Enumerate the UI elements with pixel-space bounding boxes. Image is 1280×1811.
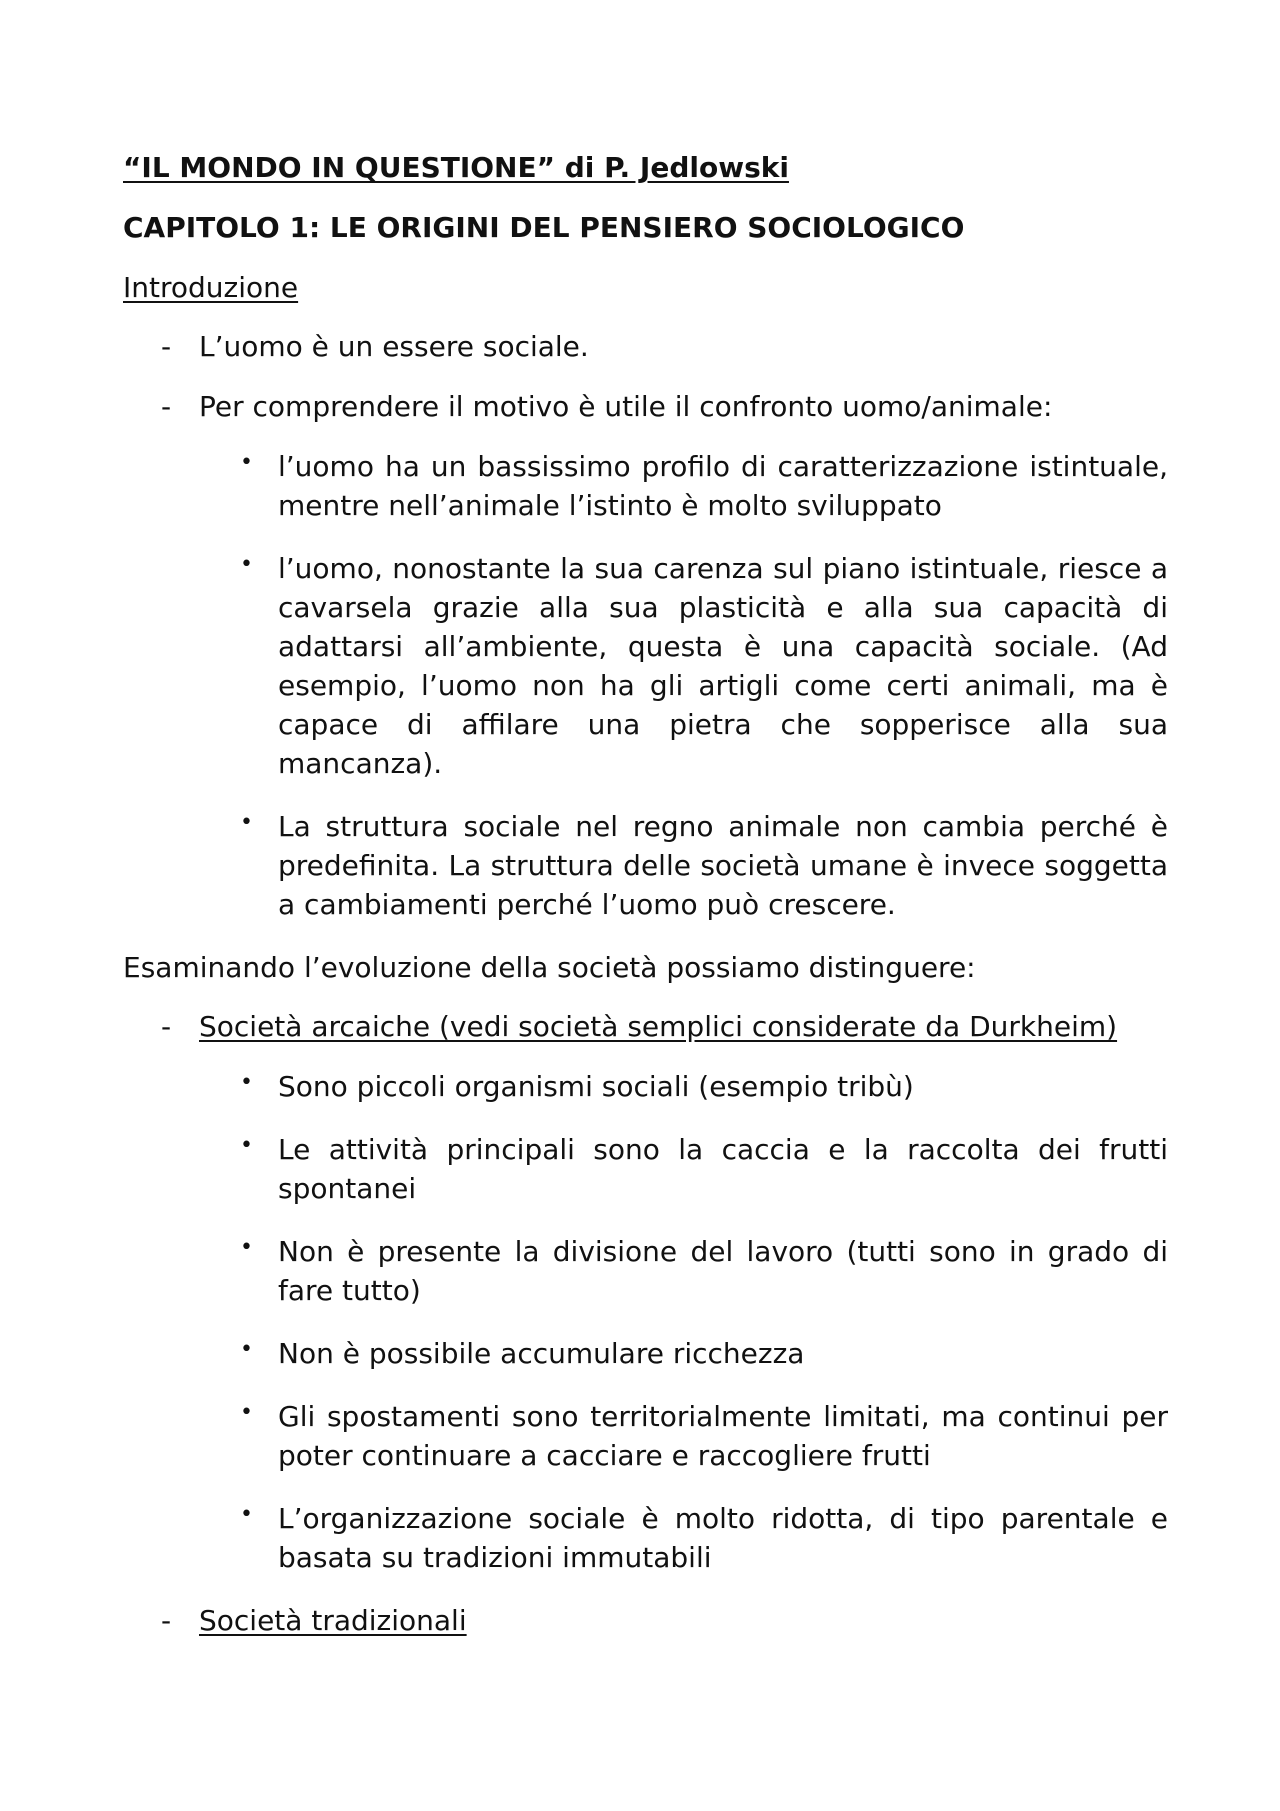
bullet-list-item (123, 1067, 1168, 1106)
dash-marker: - (161, 390, 172, 423)
bullet-icon: • (240, 552, 253, 577)
document-title: “IL MONDO IN QUESTIONE” di P. Jedlowski (123, 151, 789, 184)
dash-list-item-traditional (123, 1601, 1168, 1640)
bullet-icon: • (240, 450, 253, 475)
archaic-bullet-list (123, 1067, 1168, 1577)
bullet-item-text: l’uomo ha un bassissimo profilo di caratterizzazione istintuale, mentre nell’animale l’istinto è molto sviluppato (278, 450, 1168, 522)
bullet-list-item (123, 807, 1168, 924)
bullet-item-text: Gli spostamenti sono territorialmente limitati, ma continui per poter continuare a cacciare e raccogliere frutti (278, 1400, 1168, 1472)
dash-item-text: L’uomo è un essere sociale. (199, 330, 589, 363)
section-heading-introduzione: Introduzione (123, 271, 299, 304)
bullet-item-text: La struttura sociale nel regno animale non cambia perché è predefinita. La struttura delle società umane è invece soggetta a cambiamenti perché l’uomo può crescere. (278, 810, 1168, 921)
traditional-societies-heading: Società tradizionali (199, 1604, 467, 1637)
dash-list-item (123, 387, 1168, 426)
bullet-item-text: Sono piccoli organismi sociali (esempio tribù) (278, 1070, 914, 1103)
dash-item-text: Per comprendere il motivo è utile il confronto uomo/animale: (199, 390, 1053, 423)
bullet-item-text: L’organizzazione sociale è molto ridotta, di tipo parentale e basata su tradizioni immutabili (278, 1502, 1168, 1574)
bullet-list-item (123, 1499, 1168, 1577)
bullet-icon: • (240, 1235, 253, 1260)
comparison-bullet-list (123, 447, 1168, 924)
bullet-icon: • (240, 810, 253, 835)
dash-marker: - (161, 330, 172, 363)
bullet-item-text: Non è possibile accumulare ricchezza (278, 1337, 805, 1370)
bullet-list-item (123, 447, 1168, 525)
bullet-icon: • (240, 1337, 253, 1362)
bullet-icon: • (240, 1133, 253, 1158)
dash-marker: - (161, 1010, 172, 1043)
document-content (123, 148, 1168, 1661)
bullet-list-item (123, 1232, 1168, 1310)
archaic-societies-heading: Società arcaiche (vedi società semplici considerate da Durkheim) (199, 1010, 1118, 1043)
bullet-list-item (123, 549, 1168, 783)
evolution-paragraph: Esaminando l’evoluzione della società possiamo distinguere: (123, 951, 976, 984)
dash-list-item (123, 327, 1168, 366)
dash-list-item-archaic (123, 1007, 1168, 1046)
bullet-list-item (123, 1130, 1168, 1208)
bullet-item-text: Non è presente la divisione del lavoro (tutti sono in grado di fare tutto) (278, 1235, 1168, 1307)
bullet-list-item (123, 1334, 1168, 1373)
bullet-list-item (123, 1397, 1168, 1475)
dash-marker: - (161, 1604, 172, 1637)
bullet-item-text: l’uomo, nonostante la sua carenza sul piano istintuale, riesce a cavarsela grazie alla sua plasticità e alla sua capacità di adattarsi all’ambiente, questa è una capacità sociale. (Ad esempio, l’uomo non ha gli artigli come certi animali, ma è capace di affilare una pietra che sopperisce alla sua mancanza). (278, 552, 1168, 780)
bullet-item-text: Le attività principali sono la caccia e la raccolta dei frutti spontanei (278, 1133, 1168, 1205)
bullet-icon: • (240, 1502, 253, 1527)
chapter-heading: CAPITOLO 1: LE ORIGINI DEL PENSIERO SOCIOLOGICO (123, 211, 965, 244)
bullet-icon: • (240, 1400, 253, 1425)
bullet-icon: • (240, 1070, 253, 1095)
